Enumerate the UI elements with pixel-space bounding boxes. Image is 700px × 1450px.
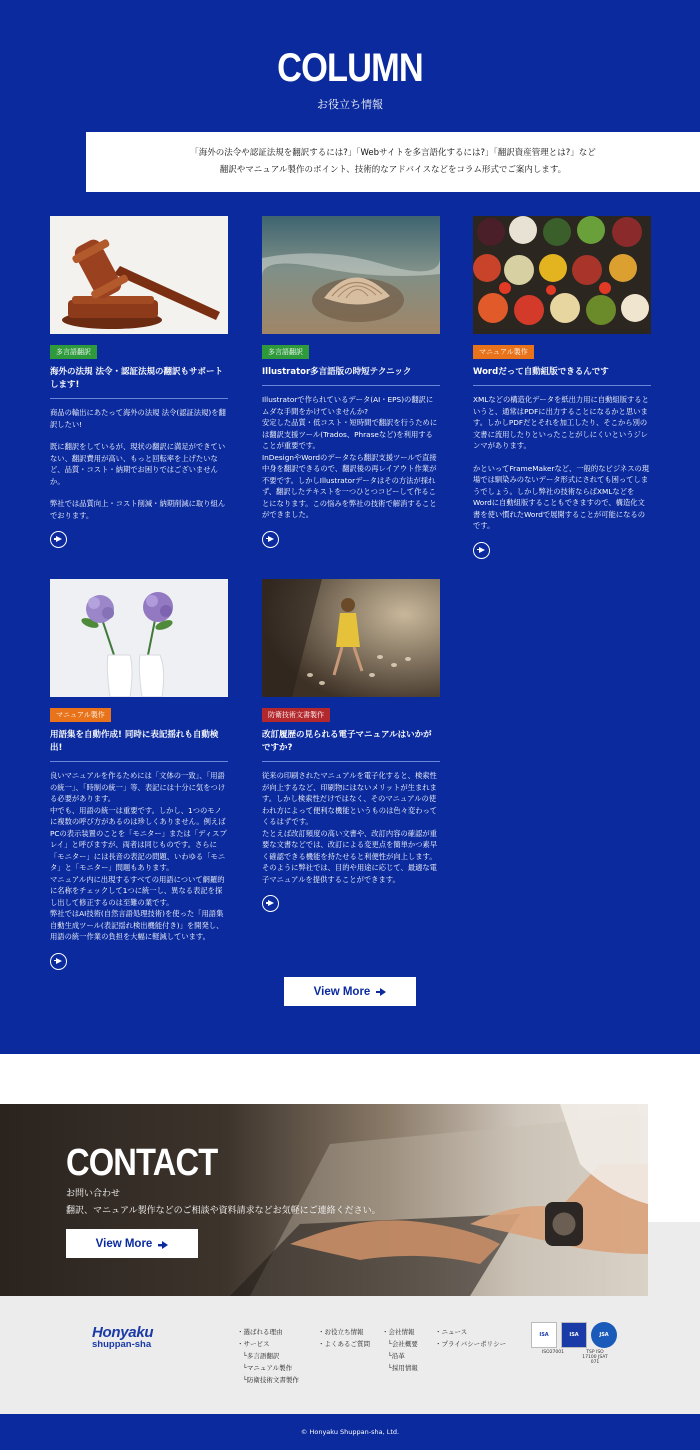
arrow-circle-icon[interactable] [262,895,279,912]
card-paragraph: かといってFrameMakerなど、一般的なビジネスの現場では馴染みのないデータ形式にされても困ってしまうでしょう。しかし弊社の技術ならばXMLなどをWordに自動組版することもできますので、構造化文書を使い慣れたWordで展開することが可能になるのです。 [473,463,650,530]
copyright-text: © Honyaku Shuppan-sha, Ltd. [300,1428,400,1436]
arrow-circle-icon[interactable] [50,953,67,970]
category-badge[interactable]: マニュアル製作 [50,708,111,722]
card-body [50,407,228,521]
footer-link-services[interactable]: ・サービス [237,1340,270,1348]
view-more-label: View More [313,985,371,998]
arrow-circle-icon[interactable] [50,531,67,548]
card-body [262,394,440,521]
isa-badge-icon: ISA [561,1322,587,1348]
column-view-more-button[interactable] [284,977,416,1006]
footer-link-company[interactable]: ・会社情報 [382,1328,415,1336]
contact-description: 翻訳、マニュアル製作などのご相談や資料請求などお気軽にご連絡ください。 [66,1206,381,1216]
card-body [473,394,651,532]
card-image-salad-bar[interactable] [473,216,651,334]
footer-link-faq[interactable]: ・よくあるご質問 [318,1340,370,1348]
footer [0,1296,700,1414]
footer-nav-col-2 [318,1326,370,1350]
card-title[interactable]: 用語集を自動作成! 同時に表記揺れも自動検出! [50,729,228,762]
footer-nav-col-3 [382,1326,418,1374]
column-subtitle: お役立ち情報 [317,98,383,111]
cert-caption-1: ISO27001 [541,1350,565,1355]
jsa-badge-icon: JSA [591,1322,617,1348]
card-paragraph: 商品の輸出にあたって海外の法規 法令(認証法規)を翻訳したい! [50,408,226,429]
card-paragraph: Illustratorで作られているデータ(AI・EPS)の翻訳にムダな手間をかけていませんか? 安定した品質・低コスト・短時間で翻訳を行うためには翻訳支援ツール(Trados、Phraseなど)を利用することが重要です。 InDesignやWordのデータなら翻訳支援ツールで直接中身を翻訳できるので、翻訳後の再レイアウト作業が不要です。しかしIllustratorデータはその方法が採れず、翻訳したテキストを一つひとつコピーして作ることになります。この悩みを弊社の技術で解消することができました。 [262,395,438,519]
footer-link-column[interactable]: ・お役立ち情報 [318,1328,364,1336]
cert-caption-2: TSP ISO 17100 JSAT 071 [582,1350,608,1365]
footer-nav-col-4 [435,1326,506,1350]
card-image-gavel[interactable] [50,216,228,334]
contact-section [0,1104,648,1296]
category-badge[interactable]: 多言語翻訳 [262,345,309,359]
column-card-1[interactable] [50,216,228,548]
arrow-circle-icon[interactable] [473,542,490,559]
intro-line-2: 翻訳やマニュアル製作のポイント、技術的なアドバイスなどをコラム形式でご案内します。 [219,165,567,175]
column-intro [86,132,700,192]
column-card-4[interactable] [50,579,228,970]
card-title[interactable]: Illustrator多言語版の時短テクニック [262,366,440,386]
column-card-2[interactable] [262,216,440,548]
card-paragraph: XMLなどの構造化データを紙出力用に自動組版するというと、通常はPDFに出力することになるかと思います。しかしPDFだとそれを加工したり、そこから別の文書に流用したりといったことがしにくいというジレンマがあります。 [473,395,649,450]
footer-nav-col-1 [237,1326,299,1386]
arrow-right-icon [376,988,386,996]
logo-line-2: shuppan-sha [92,1339,152,1350]
footer-link-reasons[interactable]: ・選ばれる理由 [237,1328,283,1336]
column-title: COLUMN [277,46,423,90]
card-body [50,770,228,943]
card-title[interactable]: Wordだって自動組版できるんです [473,366,651,386]
isa-badge-icon: ISA [531,1322,557,1348]
footer-link-translation[interactable]: └多言語翻訳 [243,1352,280,1360]
footer-link-recruit[interactable]: └採用情報 [388,1364,418,1372]
card-title[interactable]: 改訂履歴の見られる電子マニュアルはいかがですか? [262,729,440,762]
arrow-circle-icon[interactable] [262,531,279,548]
card-paragraph: 従来の印刷されたマニュアルを電子化すると、検索性が向上するなど、印刷物にはないメリットが生まれます。しかし検索性だけではなく、そのマニュアルの使われ方によって便利な機能というものは色々変わってくるはずです。 たとえば改訂頻度の高い文書や、改訂内容の確認が重要な文書などでは、改訂による変更点を簡単かつ素早く確認できる機能を持たせると利便性が向上します。そのように弊社では、目的や用途に応じて、最適な電子マニュアルを提供することができます。 [262,771,438,884]
column-card-3[interactable] [473,216,651,559]
column-card-5[interactable] [262,579,440,912]
contact-subtitle: お問い合わせ [66,1189,121,1199]
card-paragraph: 弊社では品質向上・コスト削減・納期削減に取り組んでおります。 [50,499,226,520]
footer-link-manual[interactable]: └マニュアル製作 [243,1364,293,1372]
card-image-seashell[interactable] [262,216,440,334]
intro-line-1: 「海外の法令や認証法規を翻訳するには?」「Webサイトを多言語化するには?」「翻訳資産管理とは?」など [190,148,596,158]
footer-link-news[interactable]: ・ニュース [435,1328,468,1336]
footer-link-overview[interactable]: └会社概要 [388,1340,418,1348]
footer-link-history[interactable]: └沿革 [388,1352,405,1360]
footer-link-defense[interactable]: └防衛技術文書製作 [243,1376,299,1384]
category-badge[interactable]: マニュアル製作 [473,345,534,359]
contact-background-image [0,1104,648,1296]
certification-badges [531,1322,617,1348]
logo-line-1: Honyaku [92,1324,154,1341]
card-image-child-footprints[interactable] [262,579,440,697]
copyright-bar [0,1414,700,1450]
card-body [262,770,440,885]
company-logo[interactable] [92,1324,153,1350]
card-title[interactable]: 海外の法規 法令・認証法規の翻訳もサポートします! [50,366,228,399]
card-paragraph: 既に翻訳をしているが、現状の翻訳に満足ができていない、翻訳費用が高い、もっと回転率を上げたいなど、品質・コスト・納期でお困りではございませんか。 [50,442,226,486]
contact-title: CONTACT [66,1142,218,1184]
category-badge[interactable]: 防衛技術文書製作 [262,708,330,722]
arrow-right-icon [158,1240,168,1248]
view-more-label: View More [95,1237,153,1250]
contact-bg-strip [648,1222,700,1296]
footer-link-privacy[interactable]: ・プライバシーポリシー [435,1340,507,1348]
card-image-flowers[interactable] [50,579,228,697]
contact-view-more-button[interactable] [66,1229,198,1258]
category-badge[interactable]: 多言語翻訳 [50,345,97,359]
card-paragraph: 良いマニュアルを作るためには「文体の一致」、「用語の統一」、「時制の統一」等、表記には十分に気をつける必要があります。 中でも、用語の統一は重要です。しかし、1つのモノに複数の呼び方があるのは珍しくありません。例えばPCの表示装置のことを「モニター」または「ディスプレイ」と呼びますが、両者は同じものです。さらに「モニター」には長音の表記の問題、いわゆる「モニタ」と「モニター」問題もあります。 マニュアル内に出現するすべての用語について網羅的に名称をチェックして1つに統一し、異なる表記を探し出して修正するのは至難の業です。 弊社ではAI技術(自然言語処理技術)を使った「用語集自動生成ツール(表記揺れ検出機能付き)」を開発し、用語の統一作業の負担を大幅に軽減しています。 [50,771,227,941]
